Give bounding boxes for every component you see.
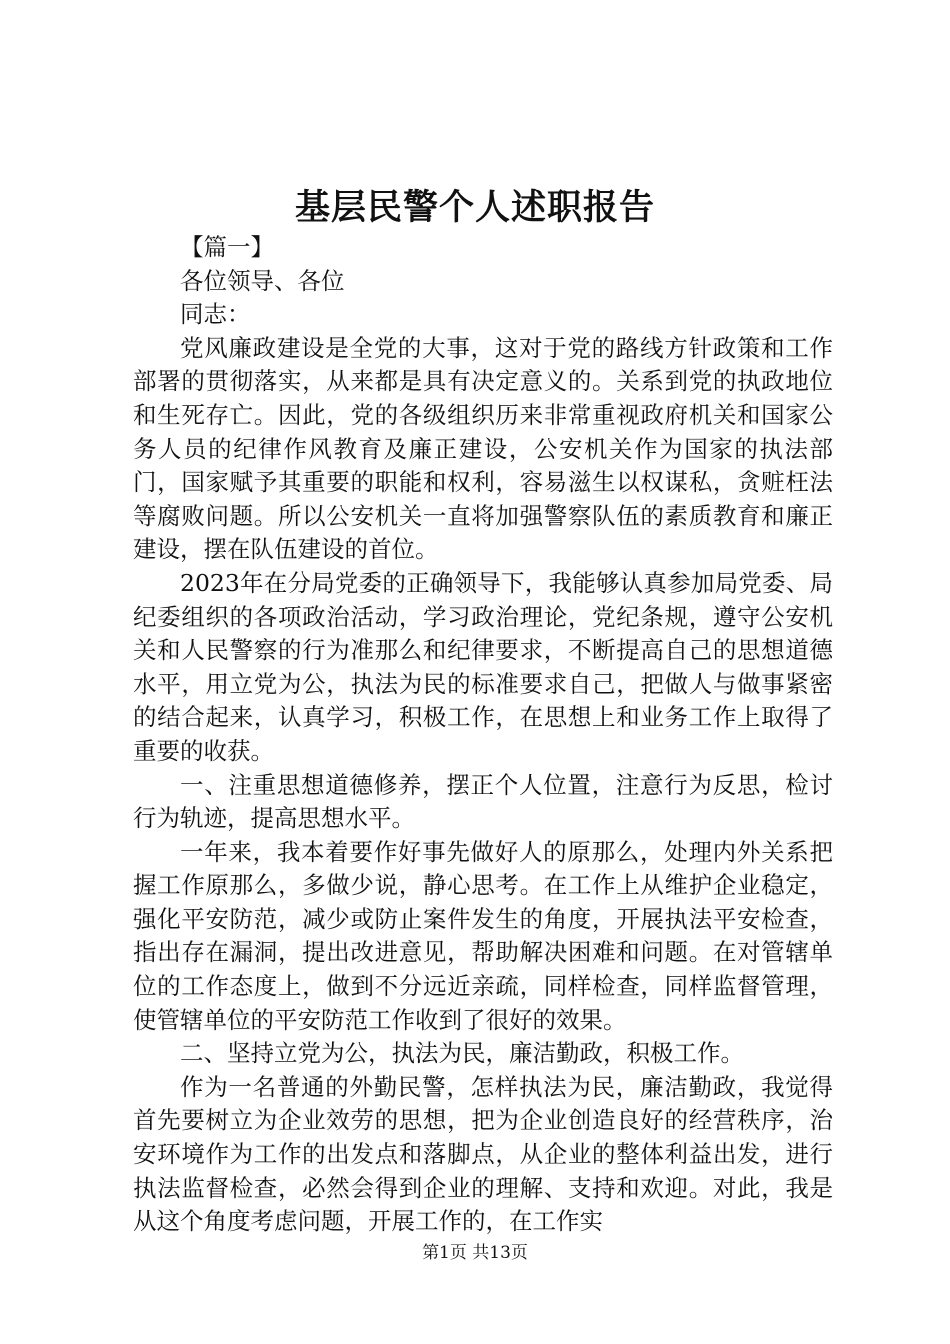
paragraph: 一年来，我本着要作好事先做好人的原那么，处理内外关系把握工作原那么，多做少说，静心思考。在工作上从维护企业稳定，强化平安防范，减少或防止案件发生的角度，开展执法平安检查，指出存在漏洞，提出改进意见，帮助解决困难和问题。在对管辖单位的工作态度上，做到不分远近亲疏，同样检查，同样监督管理，使管辖单位的平安防范工作收到了很好的效果。 <box>133 837 833 1034</box>
salutation-line: 同志： <box>180 300 251 329</box>
section-label: 【篇一】 <box>180 233 274 261</box>
paragraph: 党风廉政建设是全党的大事，这对于党的路线方针政策和工作部署的贯彻落实，从来都是具有决定意义的。关系到党的执政地位和生死存亡。因此，党的各级组织历来非常重视政府机关和国家公务人员的纪律作风教育及廉正建设，公安机关作为国家的执法部门，国家赋予其重要的职能和权利，容易滋生以权谋私，贪赃枉法等腐败问题。所以公安机关一直将加强警察队伍的素质教育和廉正建设，摆在队伍建设的首位。 <box>133 333 833 564</box>
paragraph: 2023年在分局党委的正确领导下，我能够认真参加局党委、局纪委组织的各项政治活动，学习政治理论，党纪条规，遵守公安机关和人民警察的行为准那么和纪律要求，不断提高自己的思想道德水平，用立党为公，执法为民的标准要求自己，把做人与做事紧密的结合起来，认真学习，积极工作，在思想上和业务工作上取得了重要的收获。 <box>133 568 833 765</box>
document-title: 基层民警个人述职报告 <box>294 187 655 228</box>
document-body <box>133 231 833 1239</box>
salutation-line: 各位领导、各位 <box>180 266 345 295</box>
paragraph: 一、注重思想道德修养，摆正个人位置，注意行为反思，检讨行为轨迹，提高思想水平。 <box>133 770 833 833</box>
paragraph: 作为一名普通的外勤民警，怎样执法为民，廉洁勤政，我觉得首先要树立为企业效劳的思想，把为企业创造良好的经营秩序，治安环境作为工作的出发点和落脚点，从企业的整体利益出发，进行执法监督检查，必然会得到企业的理解、支持和欢迎。对此，我是从这个角度考虑问题，开展工作的，在工作实 <box>133 1072 833 1236</box>
page-number: 第1页 共13页 <box>422 1243 528 1263</box>
paragraph: 二、坚持立党为公，执法为民，廉洁勤政，积极工作。 <box>180 1039 744 1068</box>
